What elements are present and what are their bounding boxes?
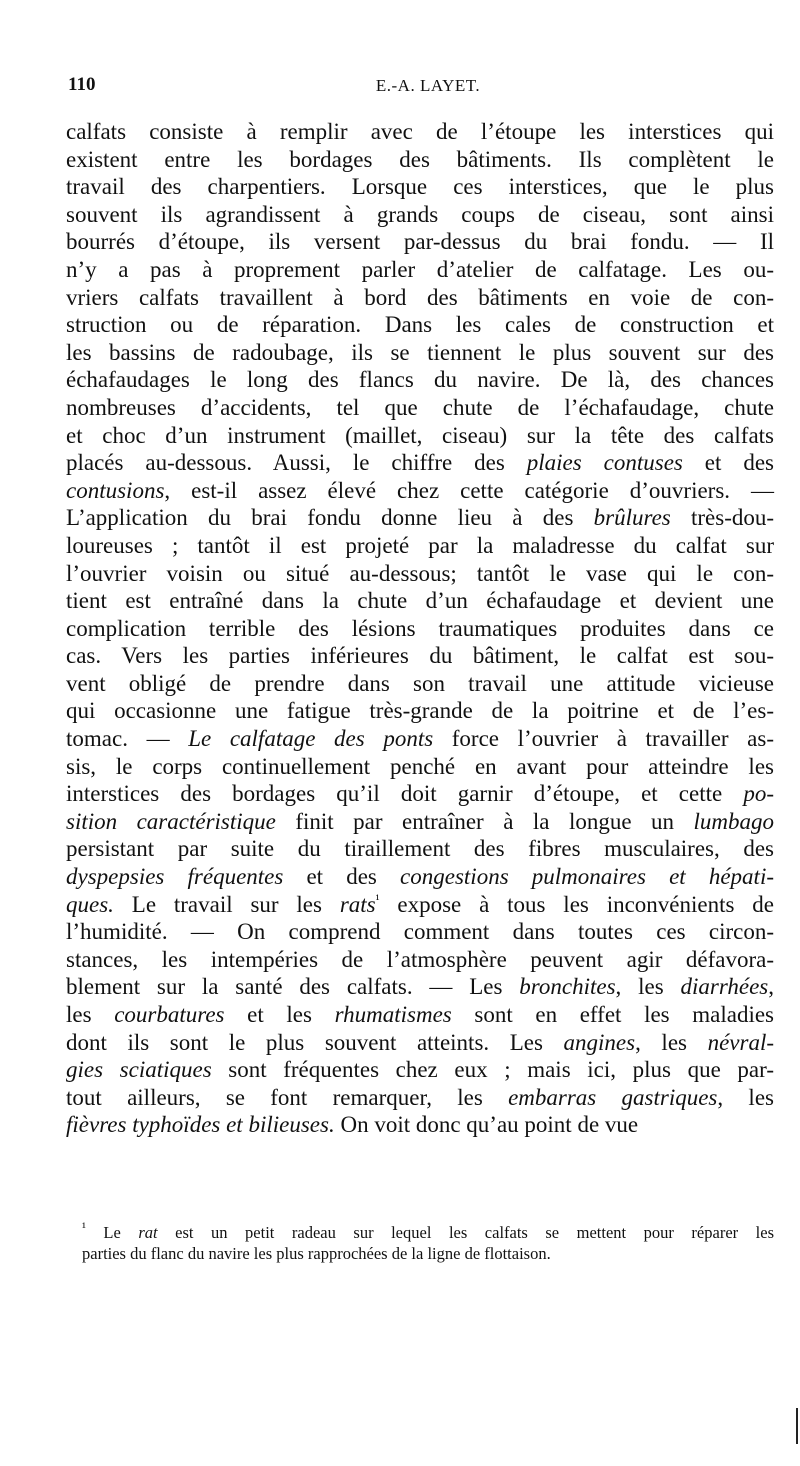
text-run: , les [635, 1029, 708, 1055]
text-run: finit par entraîner à la longue un [275, 808, 694, 834]
text-run: souvent ils agrandissent à grands coups de ciseau, sont ainsi [66, 201, 774, 227]
text-run: tomac. — [66, 726, 189, 752]
text-run: l’ouvrier voisin ou situé au-dessous; tantôt le vase qui le con- [66, 560, 774, 586]
body-line [66, 339, 774, 367]
italic-text: fièvres typhoïdes et bilieuses. [66, 1112, 335, 1138]
italic-text: contusions [66, 477, 165, 503]
footnote-line [82, 1243, 774, 1264]
body-line [66, 146, 774, 174]
text-run: calfats consiste à remplir avec de l’étoupe les interstices qui [66, 119, 774, 144]
page-header [68, 74, 768, 104]
text-run: force l’ouvrier à travailler as- [433, 726, 774, 752]
text-run: complication terrible des lésions traumatiques produites dans ce [66, 615, 774, 641]
text-run: , les [615, 974, 681, 1000]
italic-text: courbatures [114, 1002, 225, 1027]
text-run: existent entre les bordages des bâtiments. Ils complètent le [66, 146, 774, 172]
body-line [66, 256, 774, 284]
text-run: vent obligé de prendre dans son travail une attitude vicieuse [66, 670, 774, 696]
body-line [66, 394, 774, 422]
italic-text: po- [743, 781, 774, 807]
footnote-line [82, 1219, 774, 1243]
text-run: interstices des bordages qu’il doit garnir d’étoupe, et cette [66, 781, 744, 807]
italic-text: gies sciatiques [66, 1057, 212, 1083]
text-run: parties du flanc du navire les plus rapprochées de la ligne de flottaison. [82, 1244, 551, 1263]
body-line [66, 863, 774, 891]
body-line [66, 615, 774, 643]
running-head: E.-A. LAYET. [375, 76, 481, 95]
body-line [66, 1001, 774, 1029]
body-line [66, 835, 774, 863]
footnote-marker: ¹ [375, 890, 380, 906]
text-run: travail des charpentiers. Lorsque ces interstices, que le plus [66, 174, 774, 200]
italic-text: bronchites [519, 974, 616, 1000]
body-line [66, 560, 774, 588]
body-line [66, 118, 774, 146]
italic-text: sition caractéristique [66, 808, 276, 834]
body-line [66, 173, 774, 201]
body-line [66, 642, 774, 670]
text-run: expose à tous les inconvénients de [379, 891, 774, 917]
page-number: 110 [68, 74, 96, 95]
body-line [66, 311, 774, 339]
body-line [66, 973, 774, 1001]
text-run: sis, le corps continuellement penché en avant pour atteindre les [66, 753, 774, 779]
text-run: On voit donc qu’au point de vue [334, 1112, 639, 1138]
body-line [66, 422, 774, 450]
body-line [66, 1084, 774, 1112]
body-line [66, 477, 774, 505]
body-line [66, 891, 774, 919]
body-line [66, 504, 774, 532]
italic-text: congestions pulmonaires et hépati- [400, 864, 774, 890]
text-run: tout ailleurs, se font remarquer, les [66, 1084, 509, 1110]
text-run: et les [224, 1002, 335, 1027]
text-run: L’application du brai fondu donne lieu à des [66, 505, 594, 531]
body-line [66, 228, 774, 256]
body-line [66, 1056, 774, 1084]
body-text [66, 118, 774, 1139]
italic-text: brûlures [593, 505, 671, 531]
text-run: vriers calfats travaillent à bord des bâtiments en voie de con- [66, 284, 774, 310]
body-line [66, 670, 774, 698]
text-run: l’humidité. — On comprend comment dans toutes ces circon- [66, 919, 774, 945]
body-line [66, 284, 774, 312]
text-run: sont en effet les maladies [451, 1002, 774, 1027]
text-run: échafaudages le long des flancs du navire. De là, des chances [66, 367, 774, 393]
text-run: sont fréquentes chez eux ; mais ici, plus que par- [211, 1057, 774, 1083]
text-run: blement sur la santé des calfats. — Les [66, 974, 520, 1000]
italic-text: rats [339, 891, 376, 917]
italic-text: lumbago [693, 808, 775, 834]
text-run: stances, les intempéries de l’atmosphère peuvent agir défavora- [66, 946, 774, 972]
text-run: placés au-dessous. Aussi, le chiffre des [66, 450, 527, 476]
body-line [66, 753, 774, 781]
body-line [66, 1029, 774, 1057]
body-line [66, 449, 774, 477]
text-run: les bassins de radoubage, ils se tiennent le plus souvent sur des [66, 339, 774, 365]
italic-text: diarrhées [680, 974, 769, 1000]
text-run: les [66, 1002, 115, 1027]
text-run: Le travail sur les [113, 891, 340, 917]
text-run: , les [717, 1084, 774, 1110]
text-run: cas. Vers les parties inférieures du bâtiment, le calfat est sou- [66, 643, 774, 669]
italic-text: ques. [66, 891, 114, 917]
body-line [66, 697, 774, 725]
text-run: persistant par suite du tiraillement des fibres musculaires, des [66, 836, 774, 862]
body-line [66, 1111, 774, 1139]
body-line [66, 532, 774, 560]
text-run: et des [682, 450, 775, 476]
text-run: est un petit radeau sur lequel les calfats se mettent pour réparer les [157, 1223, 774, 1242]
text-run: , [768, 974, 774, 1000]
italic-text: dyspepsies fréquentes [66, 864, 284, 890]
body-line [66, 587, 774, 615]
body-line [66, 946, 774, 974]
body-line [66, 366, 774, 394]
text-run: et des [283, 864, 401, 890]
text-run: très-dou- [670, 505, 775, 531]
footnote [82, 1219, 774, 1264]
italic-text: rhumatismes [334, 1002, 452, 1027]
italic-text: angines [563, 1029, 636, 1055]
italic-text: névral- [707, 1029, 774, 1055]
text-run: tient est entraîné dans la chute d’un échafaudage et devient une [66, 588, 774, 614]
text-run: loureuses ; tantôt il est projeté par la maladresse du calfat sur [66, 532, 774, 558]
body-line [66, 780, 774, 808]
text-run: Le [85, 1223, 139, 1242]
body-line [66, 201, 774, 229]
text-run: nombreuses d’accidents, tel que chute de l’échafaudage, chute [66, 394, 774, 420]
text-run: bourrés d’étoupe, ils versent par-dessus du brai fondu. — Il [66, 229, 774, 255]
italic-text: embarras gastriques [508, 1084, 718, 1110]
footnote-marker: ¹ [82, 1219, 86, 1235]
body-line [66, 918, 774, 946]
text-run: et choc d’un instrument (maillet, ciseau) sur la tête des calfats [66, 422, 774, 448]
text-run: dont ils sont le plus souvent atteints. Les [66, 1029, 564, 1055]
text-run: , est-il assez élevé chez cette catégorie d’ouvriers. — [164, 477, 774, 503]
text-run: n’y a pas à proprement parler d’atelier de calfatage. Les ou- [66, 256, 774, 282]
text-run: qui occasionne une fatigue très-grande de la poitrine et de l’es- [66, 698, 774, 724]
body-line [66, 808, 774, 836]
italic-text: Le calfatage des ponts [188, 726, 434, 752]
scan-edge-mark [796, 1408, 798, 1444]
text-run: struction ou de réparation. Dans les cales de construction et [66, 312, 774, 338]
italic-text: rat [138, 1223, 158, 1242]
italic-text: plaies contuses [526, 450, 683, 476]
body-line [66, 725, 774, 753]
